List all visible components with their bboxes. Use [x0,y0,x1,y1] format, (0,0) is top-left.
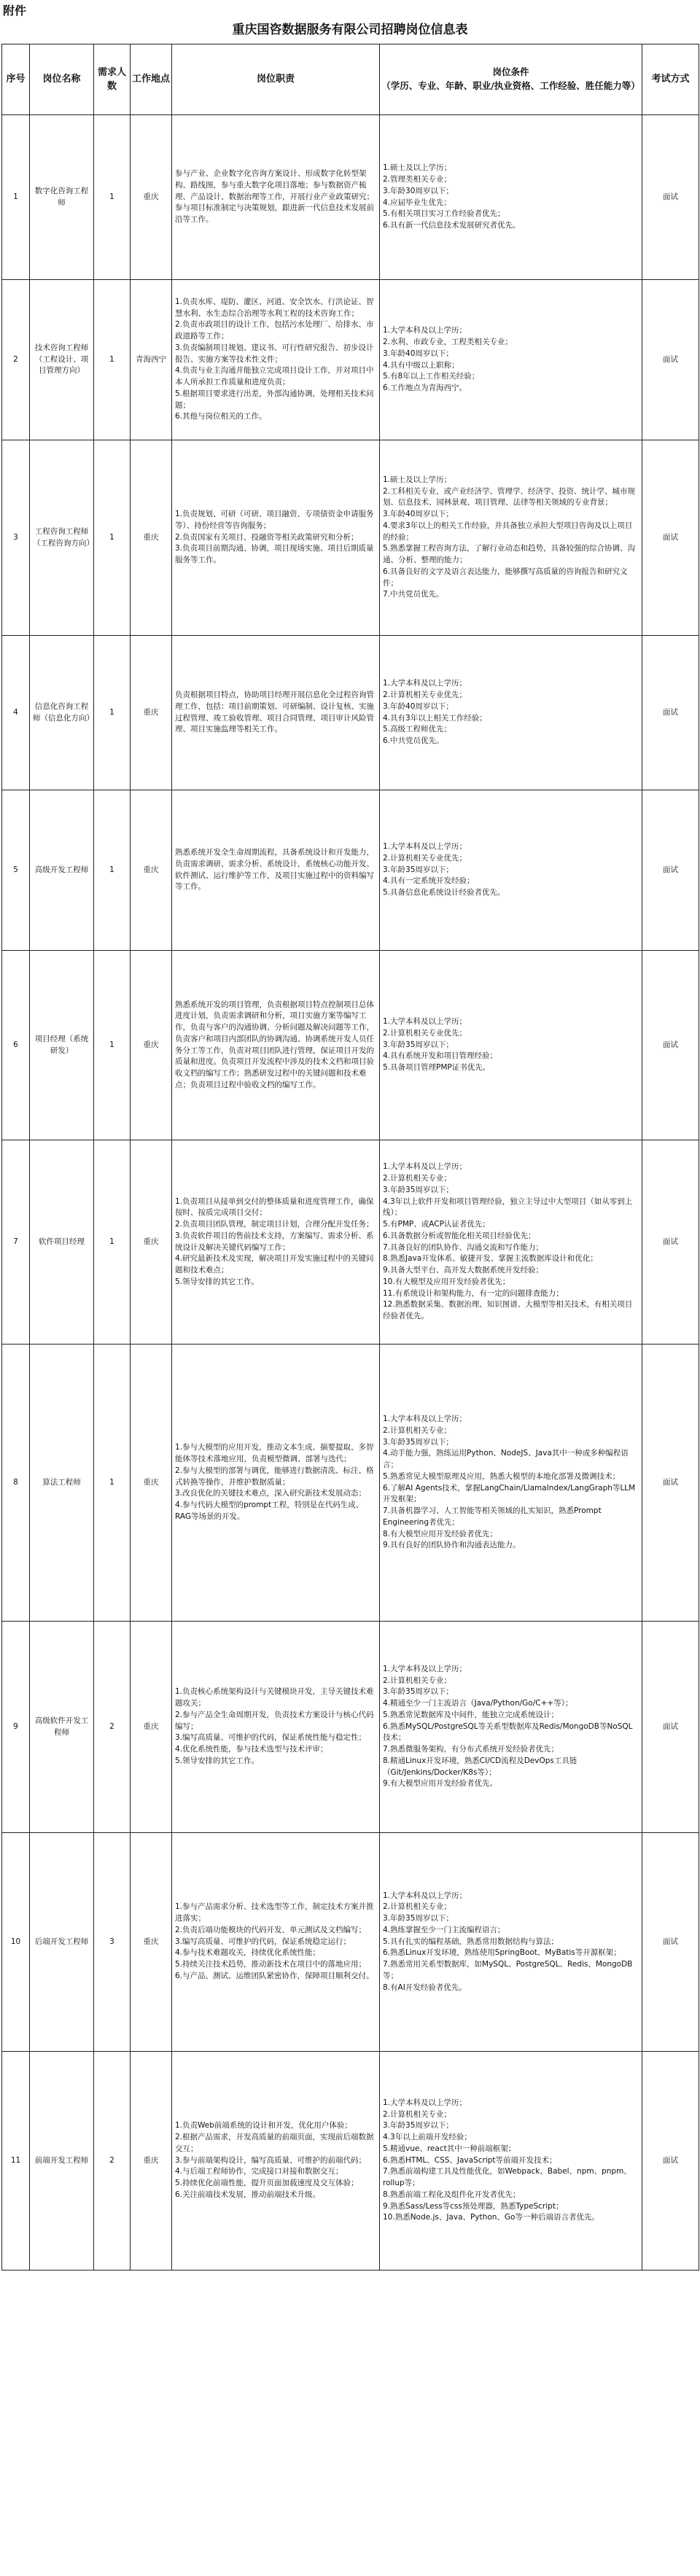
work-location: 重庆 [131,440,172,636]
duty-item: 3.负责编制项目规划、建议书、可行性研究报告、初步设计报告、实施方案等技术性文件； [175,343,374,364]
col-header-duties: 岗位职责 [172,44,380,115]
exam-method: 面试 [642,636,699,790]
duty-item: 5.持续关注技术趋势，推动新技术在项目中的落地应用； [175,1960,367,1969]
position-name: 信息化咨询工程师（信息化方向） [30,636,94,790]
requirements-cell [380,280,642,440]
duty-item: 4.负责与业主沟通并能独立完成项目设计工作，并对项目中本人所承担工作质量和进度负责； [175,366,374,387]
row-number: 8 [2,1345,30,1622]
requirement-item: 6.工作地点为青海西宁。 [383,384,467,392]
table-row [2,1345,699,1622]
requirement-item: 6.熟悉MySQL/PostgreSQL等关系型数据库及Redis/MongoDB等NoSQL技术； [383,1721,633,1743]
duty-item: 3.负责项目前期沟通、协调，项目现场实施、项目后期质量服务等工作。 [175,544,374,565]
duties-cell [172,790,380,951]
position-name: 算法工程师 [30,1345,94,1622]
duty-item: 参与产业、企业数字化咨询方案设计、形成数字化转型架构、路线图，参与重大数字化项目落地；参与数据资产梳理、产品设计、数据治理等工作，开展行业产业政策研究；参与项目标准制定与决策规划，跟进新一代信息技术发展前沿等工作。 [175,169,374,225]
duty-list [175,1196,376,1288]
duty-list [175,2120,376,2201]
duty-list [175,509,376,567]
duties-cell [172,636,380,790]
duty-item: 1.参与产品需求分析、技术选型等工作，制定技术方案并推进落实； [175,1902,374,1923]
requirement-item: 5.具有扎实的编程基础，熟悉常用数据结构与算法； [383,1937,559,1946]
headcount: 1 [94,636,131,790]
duty-item: 4.优化系统性能，参与技术选型与技术评审； [175,1745,328,1754]
exam-method: 面试 [642,1622,699,1833]
duties-cell [172,1140,380,1345]
duty-item: 2.负责市政项目的设计工作，包括污水处理厂、给排水、市政道路等工作； [175,320,374,341]
row-number: 2 [2,280,30,440]
position-name: 前端开发工程师 [30,2052,94,2270]
duty-item: 5.持续优化前端性能，提升页面加载速度及交互体验； [175,2179,359,2188]
requirement-list [383,1414,639,1552]
col-header-location: 工作地点 [131,44,172,115]
requirement-item: 1.大学本科及以上学历； [383,679,467,688]
duty-item: 3.编写高质量、可维护的代码，保证系统性能与稳定性； [175,1733,367,1743]
duty-item: 熟悉系统开发的项目管理，负责根据项目特点控制项目总体进度计划，负责需求调研和分析，项目实施方案等编写工作，负责与客户的沟通协调、分析问题及解决问题等工作，负责客户和项目内部团队的协调沟通、协调系统开发人员任务分工等工作，负责对项目团队进行管理，保证项目开发的质量和进度。负责项目开发流程中涉及的技术文档和项目验收文档的编写工作；熟悉研发过程中的关键问题和技术难点；负责项目过程中验收文档的编写工作。 [175,1000,374,1089]
duties-cell [172,2052,380,2270]
requirement-item: 2.计算机相关专业优先； [383,853,467,863]
requirement-list [383,2098,639,2224]
requirement-item: 3.年龄40周岁以下； [383,701,454,711]
requirement-item: 5.有相关项目实习工作经验者优先； [383,209,505,219]
requirement-item: 3.年龄35周岁以下； [383,2121,454,2131]
attachment-label: 附件 [3,4,27,17]
headcount: 1 [94,1345,131,1622]
duty-item: 4.参与技术难题攻关，持续优化系统性能； [175,1948,321,1958]
requirement-item: 3.年龄35周岁以下； [383,1437,454,1447]
requirement-item: 5.熟悉常见数据库及中间件，能独立完成系统设计； [383,1710,559,1719]
requirements-cell [380,1140,642,1345]
duty-item: 2.负责后端功能模块的代码开发、单元测试及文档编写； [175,1925,367,1934]
duty-item: 2.参与大模型的部署与调优，能够进行数据清洗、标注、格式转换等操作，并维护数据质量； [175,1466,374,1487]
duty-item: 1.负责Web前端系统的设计和开发，优化用户体验； [175,2121,352,2131]
requirements-cell [380,636,642,790]
requirement-item: 2.计算机相关专业； [383,1902,452,1912]
requirement-item: 2.计算机相关专业； [383,1174,452,1183]
requirement-item: 10.有大模型及应用开发经验者优先； [383,1277,510,1286]
requirement-list [383,841,639,899]
exam-method: 面试 [642,440,699,636]
requirement-item: 2.管理类相关专业； [383,175,452,184]
requirement-item: 8.有大模型应用开发经验者优先； [383,1529,498,1538]
position-name: 技术咨询工程师（工程设计、项目管理方向） [30,280,94,440]
work-location: 重庆 [131,790,172,951]
requirement-item: 4.具有中级以上职称； [383,360,459,370]
work-location: 青海西宁 [131,280,172,440]
requirement-item: 8.精通Linux开发环境，熟悉CI/CD流程及DevOps工具链（Git/Jenkins/Docker/K8s等）； [383,1756,578,1777]
duty-item: 2.参与产品全生命周期开发，负责技术方案设计与核心代码编写； [175,1710,374,1731]
work-location: 重庆 [131,1622,172,1833]
duties-cell [172,951,380,1140]
position-name: 软件项目经理 [30,1140,94,1345]
requirement-item: 5.有8年以上工作相关经验； [383,372,480,381]
row-number: 3 [2,440,30,636]
position-name: 后端开发工程师 [30,1833,94,2052]
work-location: 重庆 [131,636,172,790]
duties-cell [172,280,380,440]
duty-item: 5.领导安排的其它工作。 [175,1756,260,1765]
requirement-item: 8.有AI开发经验者优先。 [383,1982,467,1992]
duties-cell [172,440,380,636]
requirement-item: 1.大学本科及以上学历； [383,1415,467,1423]
requirements-cell [380,1345,642,1622]
row-number: 4 [2,636,30,790]
requirement-item: 2.计算机相关专业优先； [383,1028,467,1038]
table-row [2,1833,699,2052]
table-row [2,1622,699,1833]
position-name: 高级软件开发工程师 [30,1622,94,1833]
job-table [1,44,699,2270]
headcount: 1 [94,280,131,440]
duties-cell [172,1833,380,2052]
duty-item: 熟悉系统开发全生命周期流程，具备系统设计和开发能力，负责需求调研、需求分析、系统设计，系统核心功能开发、软件测试、运行维护等工作，及项目实施过程中的资料编写等工作。 [175,848,374,892]
requirement-item: 4.具有3年以上相关工作经验； [383,713,487,723]
headcount: 3 [94,1833,131,2052]
duty-list [175,1442,376,1522]
requirement-item: 7.熟悉前端构建工具及性能优化，如Webpack、Babel、npm、pnpm、rollup等； [383,2167,631,2188]
requirement-item: 5.熟悉掌握工程咨询方法，了解行业动态和趋势，具备较强的综合协调、沟通、分析、整理的能力； [383,544,636,565]
row-number: 6 [2,951,30,1140]
work-location: 重庆 [131,1140,172,1345]
table-row [2,1140,699,1345]
requirements-cell [380,1833,642,2052]
col-header-count: 需求人数 [94,44,131,115]
requirement-item: 6.中共党员优先。 [383,736,444,745]
requirement-item: 1.大学本科及以上学历； [383,1017,467,1027]
requirement-list [383,1016,639,1074]
duties-cell [172,115,380,280]
duty-item: 4.研究最新技术及实现，解决项目开发实施过程中的关键问题和技术难点； [175,1254,374,1275]
requirement-item: 3.年龄35周岁以下； [383,1185,454,1194]
requirement-list [383,475,639,601]
requirement-item: 10.熟悉Node.js、Java、Python、Go等一种后端语言者优先。 [383,2213,599,2222]
requirement-list [383,678,639,747]
duty-list [175,690,376,736]
work-location: 重庆 [131,2052,172,2270]
requirements-cell [380,440,642,636]
duties-cell [172,1622,380,1833]
requirement-item: 7.熟悉常用关系型数据库，如MySQL、PostgreSQL、Redis、MongoDB等； [383,1960,633,1980]
requirement-item: 1.大学本科及以上学历； [383,1664,467,1673]
row-number: 5 [2,790,30,951]
requirements-cell [380,790,642,951]
requirement-item: 1.硕士及以上学历； [383,475,452,484]
duty-item: 4.与后端工程师协作，完成接口对接和数据交互； [175,2167,343,2176]
duty-item: 3.负责软件项目的售前技术支持，方案编写、需求分析、系统设计及解决关键代码编写工作； [175,1231,374,1252]
requirements-cell [380,2052,642,2270]
duty-item: 3.参与前端架构设计，编写高质量、可维护的前端代码； [175,2155,367,2165]
duty-list [175,847,376,893]
requirements-cell [380,115,642,280]
headcount: 2 [94,2052,131,2270]
position-name: 工程咨询工程师（工程咨询方向） [30,440,94,636]
headcount: 1 [94,790,131,951]
col-header-requirements [380,44,642,115]
exam-method: 面试 [642,1140,699,1345]
page-title: 重庆国咨数据服务有限公司招聘岗位信息表 [232,23,468,37]
duty-list [175,297,376,423]
requirement-item: 5.有PMP、或ACP认证者优先； [383,1220,490,1229]
duty-item: 2.根据产品需求，开发高质量的前端页面，实现前后端数据交互； [175,2133,374,2153]
requirement-item: 4.要求3年以上的相关工作经验，并具备独立承担大型项目咨询及以上项目的经验； [383,521,633,542]
duty-item: 6.关注前端技术发展，推动前端技术升级。 [175,2190,321,2199]
requirement-item: 1.大学本科及以上学历； [383,1162,467,1172]
requirement-item: 1.大学本科及以上学历； [383,326,467,335]
row-number: 1 [2,115,30,280]
requirement-item: 3.年龄30周岁以下； [383,186,454,195]
requirement-item: 7.熟悉微服务架构，有分布式系统开发经验者优先； [383,1745,559,1754]
requirement-list [383,1664,639,1790]
duty-item: 1.负责规划、可研（可研、项目融资、专项债资金申请服务等）、持份经营等咨询服务； [175,510,374,530]
duty-list [175,1902,376,1982]
requirement-item: 8.熟悉前端工程化及组件化开发者优先； [383,2190,521,2199]
work-location: 重庆 [131,1345,172,1622]
duty-item: 1.负责项目从接单到交付的整体质量和进度管理工作，确保按时、按质完成项目交付； [175,1196,374,1218]
requirement-item: 1.大学本科及以上学历； [383,1891,467,1900]
requirement-item: 4.应届毕业生优先； [383,198,452,207]
position-name: 项目经理（系统研发） [30,951,94,1140]
exam-method: 面试 [642,2052,699,2270]
requirement-item: 4.熟练掌握至少一门主流编程语言； [383,1925,505,1934]
requirement-item: 6.具备良好的文字及语言表达能力，能够撰写高质量的咨询报告和研究文件； [383,567,628,588]
work-location: 重庆 [131,951,172,1140]
requirement-item: 2.计算机相关专业； [383,2109,452,2119]
requirement-item: 8.熟悉Java开发体系、敏捷开发、掌握主流数据库设计和优化； [383,1254,598,1264]
duty-list [175,168,376,226]
requirement-item: 4.精通至少一门主流语言（Java/Python/Go/C++等）； [383,1699,573,1708]
requirement-item: 1.大学本科及以上学历； [383,2098,467,2107]
duty-item: 6.其他与岗位相关的工作。 [175,412,267,421]
work-location: 重庆 [131,115,172,280]
duty-item: 1.负责核心系统架构设计与关键模块开发，主导关键技术难题攻关； [175,1687,374,1708]
requirements-cell [380,951,642,1140]
table-row [2,280,699,440]
table-row [2,440,699,636]
requirement-item: 2.水利、市政专业，工程类相关专业； [383,338,513,346]
row-number: 7 [2,1140,30,1345]
requirement-item: 4.3年以上前端开发经验； [383,2133,472,2142]
exam-method: 面试 [642,790,699,951]
col-header-req-title: 岗位条件 [492,66,529,78]
requirement-item: 7.具备机器学习、人工智能等相关领域的扎实知识，熟悉Prompt Engineering者优先； [383,1506,602,1527]
table-row [2,636,699,790]
requirement-item: 5.具备项目管理PMP证书优先。 [383,1063,491,1073]
table-row [2,790,699,951]
requirement-item: 7.具备良好的团队协作、沟通交流和写作能力； [383,1242,544,1252]
requirement-item: 3.年龄35周岁以下； [383,1687,454,1697]
header-row [2,44,699,115]
duty-item: 6.与产品、测试、运维团队紧密协作，保障项目顺利交付。 [175,1971,374,1980]
work-location: 重庆 [131,1833,172,2052]
requirement-item: 4.具有系统开发和项目管理经验； [383,1051,498,1061]
duty-item: 5.根据项目要求进行出差，外部沟通协调，处理相关技术问题； [175,389,374,410]
requirement-item: 6.熟悉HTML、CSS、JavaScript等前端开发技术； [383,2155,557,2165]
requirement-item: 1.硕士及以上学历； [383,163,452,173]
requirement-item: 6.了解AI Agents技术，掌握LangChain/LlamaIndex/LangGraph等LLM开发框架； [383,1483,636,1504]
requirement-item: 6.熟悉Linux开发环境，熟练使用SpringBoot、MyBatis等开源框架； [383,1948,621,1958]
col-header-name: 岗位名称 [30,44,94,115]
table-row [2,115,699,280]
requirement-item: 9.熟悉Sass/Less等css预处理器，熟悉TypeScript； [383,2201,564,2211]
duty-item: 1.参与大模型的应用开发，推动文本生成、摘要提取、多智能体等技术落地应用，负责模型微调、部署与迭代； [175,1443,374,1464]
duty-list [175,1686,376,1767]
row-number: 9 [2,1622,30,1833]
col-header-exam: 考试方式 [642,44,699,115]
requirement-item: 5.具备信息化系统设计经验者优先。 [383,888,505,898]
requirements-cell [380,1622,642,1833]
headcount: 1 [94,115,131,280]
duty-item: 2.负责项目团队管理，制定项目计划，合理分配开发任务； [175,1220,374,1229]
requirement-item: 9.有大模型应用开发经验者优先。 [383,1779,498,1789]
requirement-item: 5.精通vue、react其中一种前端框架； [383,2144,516,2153]
duty-item: 1.负责水库、堤防、灌区、河道、安全饮水、行洪论证、智慧水利、水生态综合治理等水利工程的技术咨询工作； [175,297,374,318]
exam-method: 面试 [642,1345,699,1622]
requirement-item: 5.高级工程师优先； [383,725,452,734]
duty-item: 3.编写高质量、可维护的代码，保证系统稳定运行； [175,1937,351,1946]
requirement-item: 5.熟悉常见大模型原理及应用，熟悉大模型的本地化部署及微调技术； [383,1471,621,1481]
col-header-no: 序号 [2,44,30,115]
requirement-item: 2.工科相关专业、或产业经济学、管理学、经济学、投资、统计学、城市规划、信息技术、园林景观、项目管理、法律等相关领域的专业背景； [383,486,636,507]
position-name: 高级开发工程师 [30,790,94,951]
exam-method: 面试 [642,280,699,440]
duties-cell [172,1345,380,1622]
requirement-item: 9.具有良好的团队协作和沟通表达能力。 [383,1541,521,1550]
requirement-item: 3.年龄35周岁以下； [383,865,454,874]
requirement-item: 6.具备数据分析或智能化相关项目经验优先； [383,1231,536,1240]
row-number: 10 [2,1833,30,2052]
requirement-item: 9.具备大型平台、高并发大数据系统开发经验； [383,1266,544,1275]
row-number: 11 [2,2052,30,2270]
requirement-list [383,1161,639,1323]
requirement-item: 2.计算机相关专业； [383,1425,452,1435]
col-header-req-sub: （学历、专业、年龄、职业/执业资格、工作经验、胜任能力等） [381,80,640,91]
duty-item: 4.参与代码大模型的prompt工程，特别是在代码生成、RAG等场景的开发。 [175,1501,364,1521]
requirement-list [383,1891,639,1994]
exam-method: 面试 [642,115,699,280]
headcount: 1 [94,951,131,1140]
requirement-list [383,163,639,232]
table-row [2,2052,699,2270]
requirement-item: 2.计算机相关专业； [383,1676,452,1685]
duty-item: 5.领导安排的其它工作。 [175,1277,260,1286]
requirement-item: 3.年龄40周岁以下； [383,510,454,519]
requirement-item: 11.有系统设计和架构能力，有一定的问题排查能力； [383,1288,564,1298]
exam-method: 面试 [642,951,699,1140]
requirement-item: 3.年龄35周岁以下； [383,1914,454,1923]
requirement-item: 2.计算机相关专业优先； [383,690,467,699]
headcount: 1 [94,440,131,636]
requirement-item: 7.中共党员优先。 [383,590,444,599]
headcount: 2 [94,1622,131,1833]
exam-method: 面试 [642,1833,699,2052]
table-row [2,951,699,1140]
requirement-item: 4.3年以上软件开发和项目管理经验，独立主导过中大型项目（如从零到上线）； [383,1196,633,1218]
requirement-item: 6.具有新一代信息技术发展研究者优先。 [383,221,521,230]
requirement-item: 1.大学本科及以上学历； [383,842,467,852]
requirement-item: 12.熟悉数据采集、数据治理、知识图谱、大模型等相关技术，有相关项目经验者优先。 [383,1300,633,1320]
duty-item: 负责根据项目特点，协助项目经理开展信息化全过程咨询管理工作，包括：项目前期策划、可研编制、设计复核、实施过程管理、竣工验收管理、项目合同管理、项目审计风险管理、项目实施监理等相关工作。 [175,690,374,734]
requirement-list [383,325,639,394]
requirement-item: 4.动手能力强，熟练运用Python、NodeJS、Java其中一种或多种编程语言； [383,1449,629,1469]
requirement-item: 3.年龄40周岁以下； [383,349,454,358]
duty-item: 3.改良优化的关键技术难点，深入研究新技术发展动态； [175,1489,367,1498]
duty-item: 2.负责国家有关项目、投融资等相关政策研究和分析； [175,532,359,542]
duty-list [175,1000,376,1092]
headcount: 1 [94,1140,131,1345]
requirement-item: 3.年龄35周岁以下； [383,1040,454,1049]
position-name: 数字化咨询工程师 [30,115,94,280]
requirement-item: 4.具有一定系统开发经验； [383,876,475,886]
